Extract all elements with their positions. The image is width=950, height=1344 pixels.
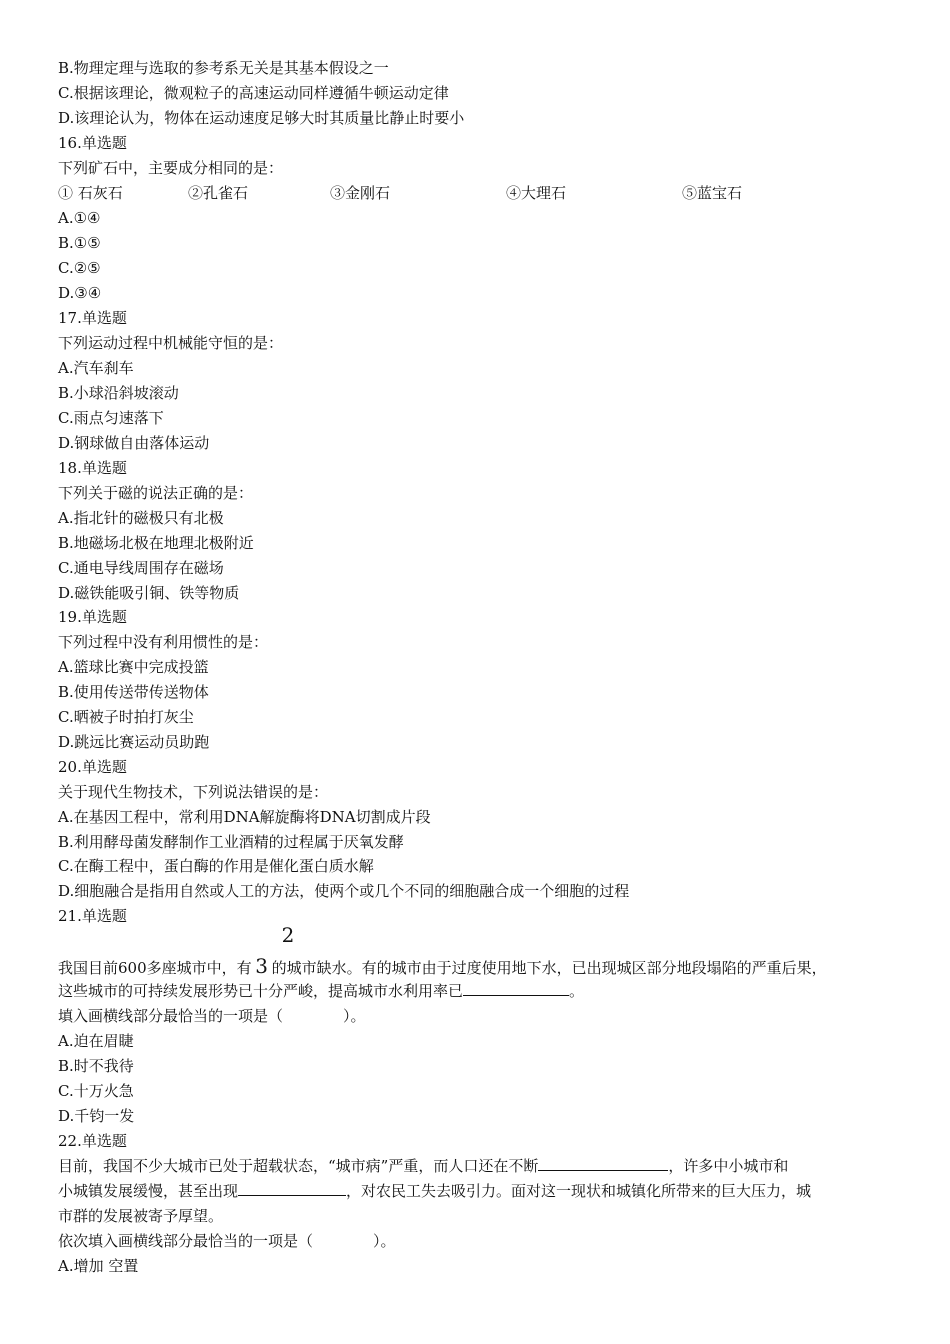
q21-stem-line2-text: 这些城市的可持续发展形势已十分严峻，提高城市水利用率已 bbox=[58, 982, 464, 1000]
q21-option-c: C.十万火急 bbox=[58, 1082, 134, 1100]
q21-answer-blank bbox=[463, 981, 569, 996]
q16-option-b: B.①⑤ bbox=[58, 234, 101, 252]
q16-option-d: D.③④ bbox=[58, 284, 102, 302]
q18-option-d: D.磁铁能吸引铜、铁等物质 bbox=[58, 584, 240, 602]
q16-stem: 下列矿石中，主要成分相同的是： bbox=[58, 159, 284, 177]
q22-line2-b: ，对农民工失去吸引力。面对这一现状和城镇化所带来的巨大压力，城 bbox=[346, 1182, 812, 1200]
q19-header: 19.单选题 bbox=[58, 608, 127, 626]
q18-option-c: C.通电导线周围存在磁场 bbox=[58, 559, 224, 577]
q16-item-2: ②孔雀石 bbox=[188, 184, 249, 202]
q21-stem-line1 bbox=[58, 955, 827, 979]
q19-option-a: A.篮球比赛中完成投篮 bbox=[58, 658, 209, 676]
q15-option-d: D.该理论认为，物体在运动速度足够大时其质量比静止时要小 bbox=[58, 109, 465, 127]
q16-item-5: ⑤蓝宝石 bbox=[682, 184, 743, 202]
q21-fraction-numerator: 2 bbox=[281, 923, 295, 947]
q19-option-d: D.跳远比赛运动员助跑 bbox=[58, 733, 210, 751]
q21-option-b: B.时不我待 bbox=[58, 1057, 134, 1075]
q16-option-c: C.②⑤ bbox=[58, 259, 101, 277]
q19-option-c: C.晒被子时拍打灰尘 bbox=[58, 708, 194, 726]
q16-item-4: ④大理石 bbox=[506, 184, 567, 202]
q22-option-a: A.增加 空置 bbox=[58, 1257, 139, 1275]
q17-header: 17.单选题 bbox=[58, 309, 127, 327]
q20-option-d: D.细胞融合是指用自然或人工的方法，使两个或几个不同的细胞融合成一个细胞的过程 bbox=[58, 882, 630, 900]
q15-option-b: B.物理定理与选取的参考系无关是其基本假设之一 bbox=[58, 59, 389, 77]
q20-option-b: B.利用酵母菌发酵制作工业酒精的过程属于厌氧发酵 bbox=[58, 833, 404, 851]
q22-stem-line2 bbox=[58, 1180, 811, 1202]
q19-option-b: B.使用传送带传送物体 bbox=[58, 683, 209, 701]
q18-stem: 下列关于磁的说法正确的是： bbox=[58, 484, 254, 502]
q22-answer-blank-1 bbox=[538, 1156, 668, 1171]
q16-item-3: ③金刚石 bbox=[330, 184, 391, 202]
q21-stem-part2: 的城市缺水。有的城市由于过度使用地下水，已出现城区部分地段塌陷的严重后果， bbox=[271, 959, 827, 977]
q19-stem: 下列过程中没有利用惯性的是： bbox=[58, 633, 269, 651]
q16-item-list bbox=[58, 182, 742, 204]
q22-line1-a: 目前，我国不少大城市已处于超载状态，“城市病”严重，而人口还在不断 bbox=[58, 1157, 539, 1175]
q21-option-a: A.迫在眉睫 bbox=[58, 1032, 134, 1050]
q20-stem: 关于现代生物技术，下列说法错误的是： bbox=[58, 783, 329, 801]
q21-stem-line2-end: 。 bbox=[569, 982, 585, 1000]
q21-header: 21.单选题 bbox=[58, 907, 127, 925]
q17-option-a: A.汽车刹车 bbox=[58, 359, 134, 377]
q18-option-a: A.指北针的磁极只有北极 bbox=[58, 509, 224, 527]
q21-fraction-denominator: 3 bbox=[255, 954, 268, 978]
q17-stem: 下列运动过程中机械能守恒的是： bbox=[58, 334, 284, 352]
q18-header: 18.单选题 bbox=[58, 459, 127, 477]
q22-answer-blank-2 bbox=[238, 1181, 346, 1196]
q17-option-b: B.小球沿斜坡滚动 bbox=[58, 384, 179, 402]
q17-option-c: C.雨点匀速落下 bbox=[58, 409, 164, 427]
q17-option-d: D.钢球做自由落体运动 bbox=[58, 434, 210, 452]
q16-item-1: ① 石灰石 bbox=[58, 184, 123, 202]
q22-stem-line1 bbox=[58, 1155, 788, 1177]
q16-option-a: A.①④ bbox=[58, 209, 101, 227]
q20-option-c: C.在酶工程中，蛋白酶的作用是催化蛋白质水解 bbox=[58, 857, 374, 875]
q15-option-c: C.根据该理论，微观粒子的高速运动同样遵循牛顿运动定律 bbox=[58, 84, 449, 102]
q21-prompt: 填入画横线部分最恰当的一项是（ ）。 bbox=[58, 1007, 366, 1025]
q21-stem-part1: 我国目前600多座城市中，有 bbox=[58, 959, 252, 977]
q22-stem-line3: 市群的发展被寄予厚望。 bbox=[58, 1207, 224, 1225]
q22-prompt: 依次填入画横线部分最恰当的一项是（ ）。 bbox=[58, 1232, 396, 1250]
q20-header: 20.单选题 bbox=[58, 758, 127, 776]
q16-header: 16.单选题 bbox=[58, 134, 127, 152]
q18-option-b: B.地磁场北极在地理北极附近 bbox=[58, 534, 254, 552]
q21-stem-line2 bbox=[58, 980, 584, 1002]
q22-line2-a: 小城镇发展缓慢，甚至出现 bbox=[58, 1182, 239, 1200]
q22-header: 22.单选题 bbox=[58, 1132, 127, 1150]
q22-line1-b: ，许多中小城市和 bbox=[668, 1157, 789, 1175]
q20-option-a: A.在基因工程中，常利用DNA解旋酶将DNA切割成片段 bbox=[58, 808, 431, 826]
q21-option-d: D.千钧一发 bbox=[58, 1107, 135, 1125]
